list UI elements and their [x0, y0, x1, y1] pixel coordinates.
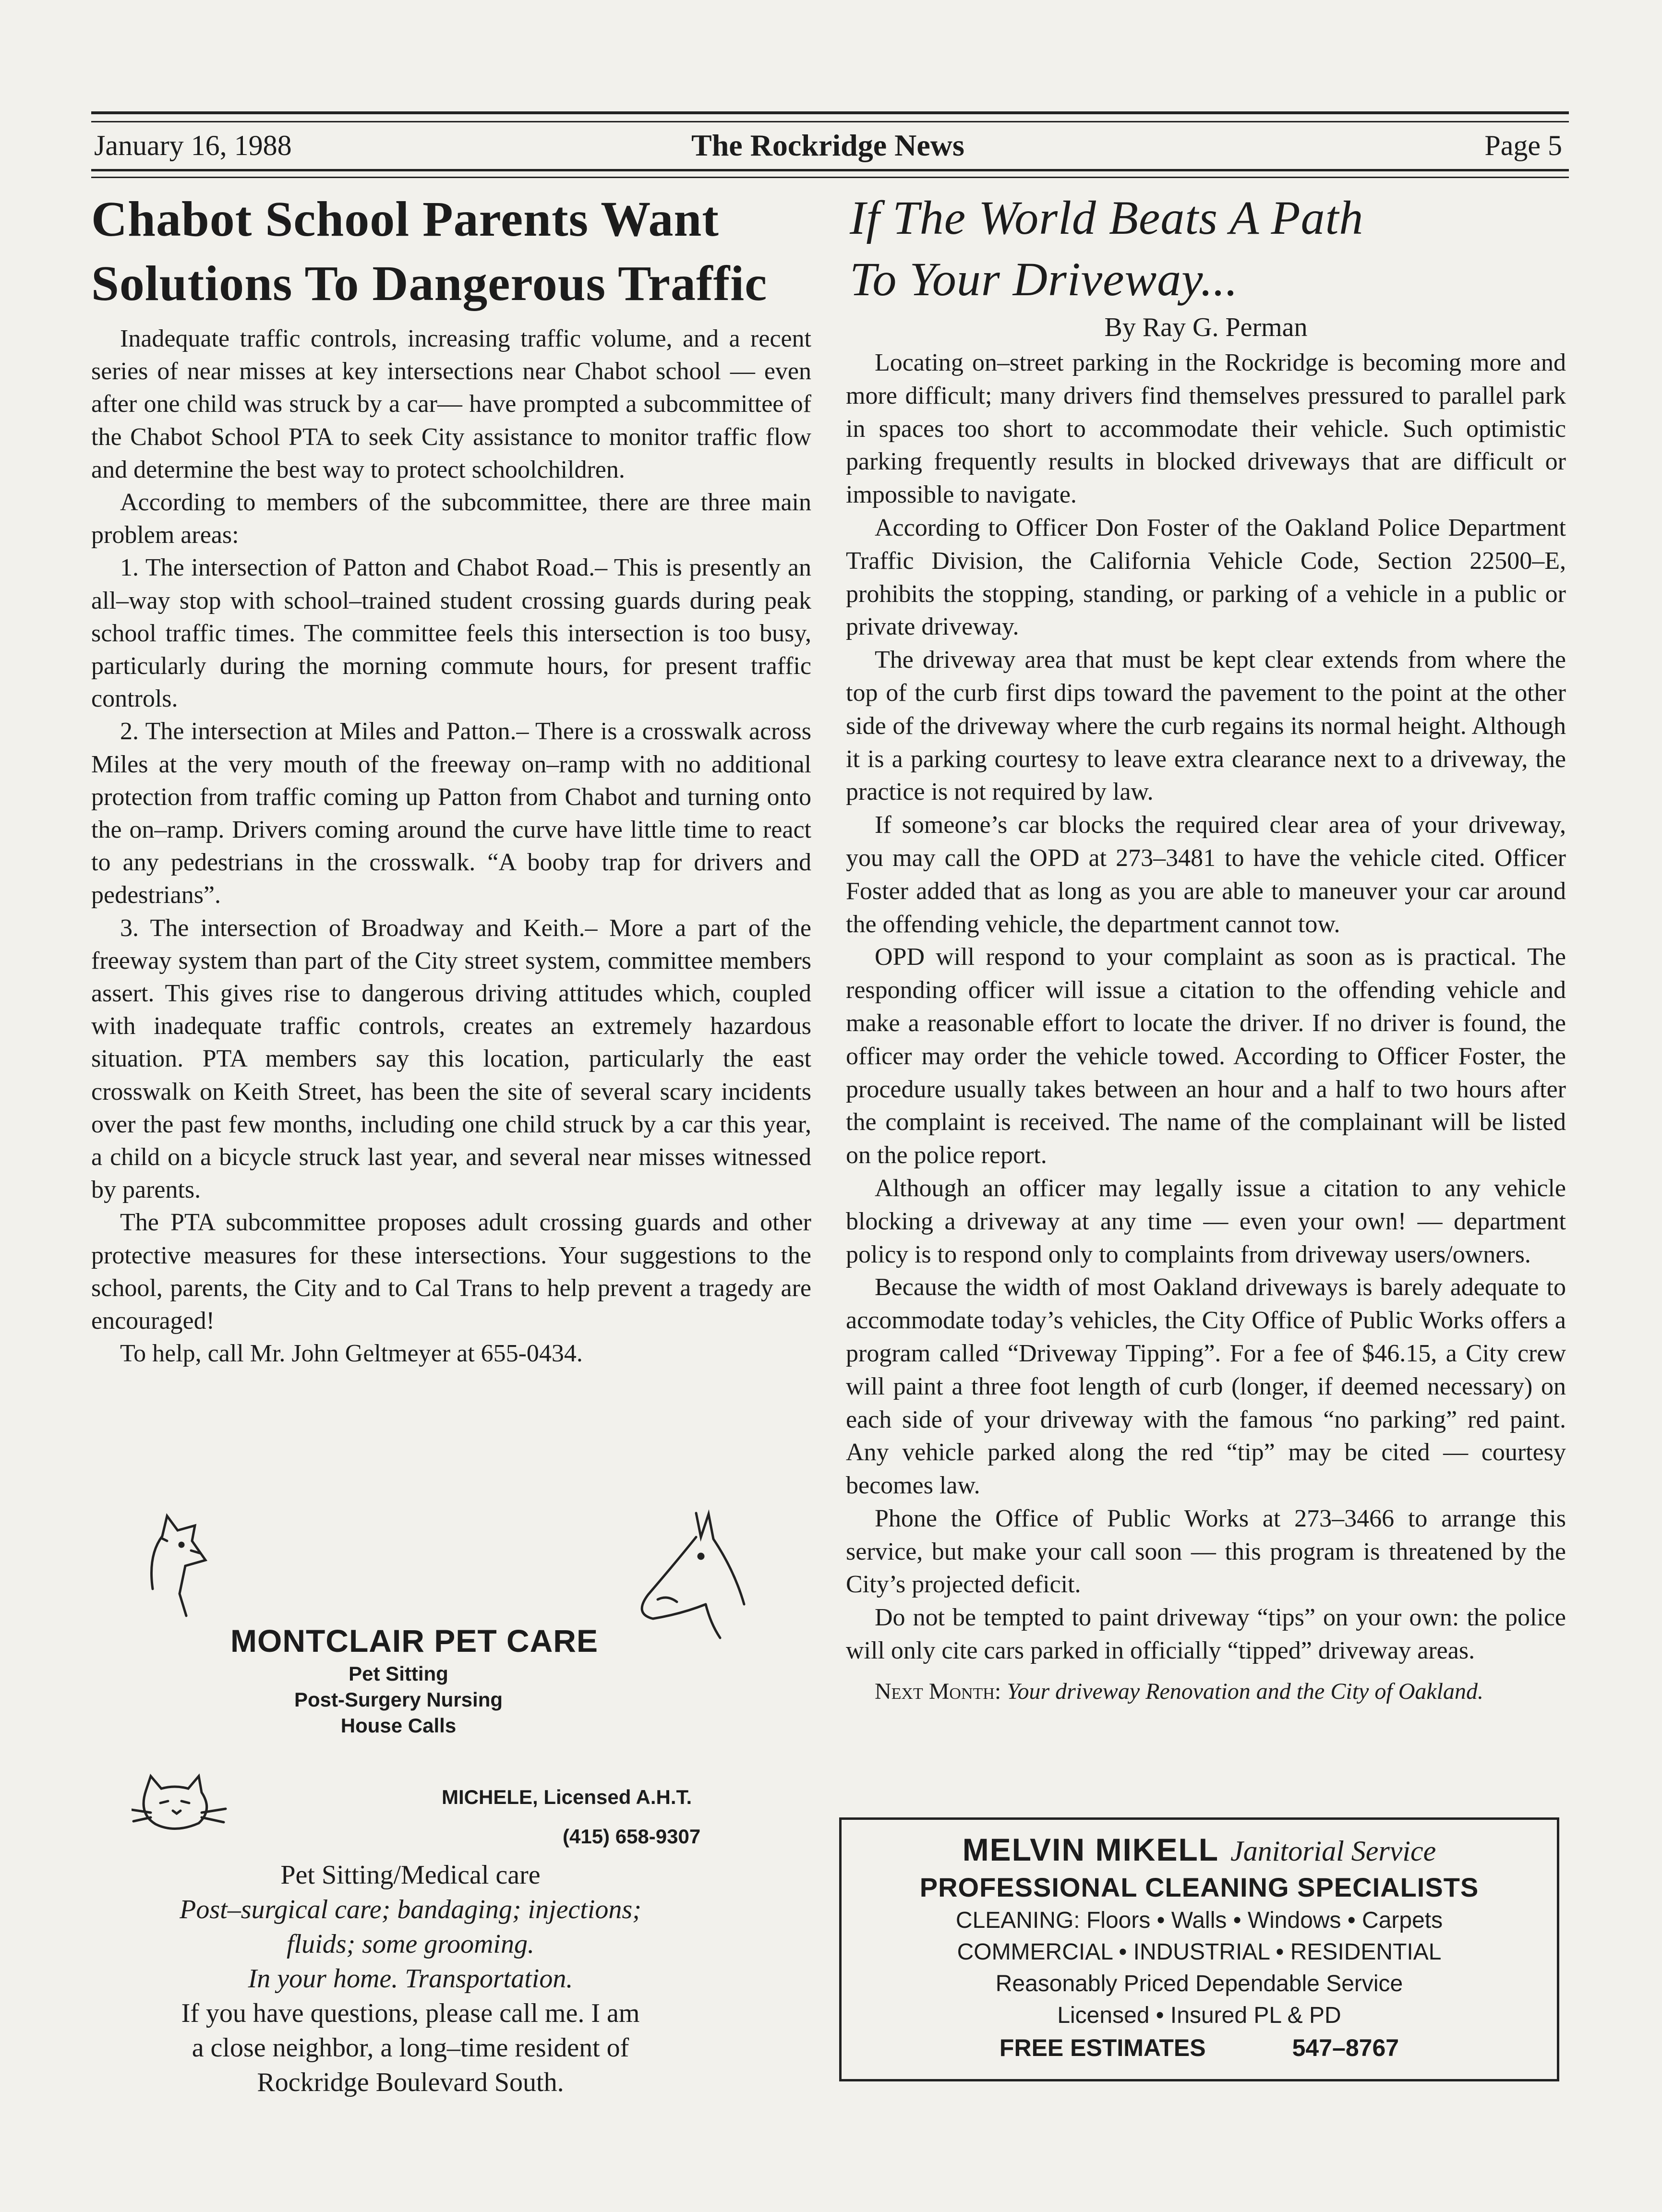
chabot-paragraph: The PTA subcommittee proposes adult crossing guards and other protective measures for these intersections. Your suggestions to the school, parents, the City and to Cal Trans to help prevent a tragedy are encouraged!: [91, 1209, 811, 1335]
pet-care-ad: [91, 1498, 811, 2112]
janitor-cleaning: CLEANING: Floors • Walls • Windows • Carpets: [955, 1908, 1443, 1933]
pet-ad-line: fluids; some grooming.: [287, 1929, 534, 1959]
byline: By Ray G. Perman: [1104, 313, 1308, 342]
cat-icon: [133, 1507, 225, 1618]
pet-service: House Calls: [340, 1714, 457, 1737]
janitor-tagline: Janitorial Service: [1230, 1835, 1436, 1867]
janitor-estimates: FREE ESTIMATES: [999, 2034, 1206, 2061]
header-rule-top: [91, 111, 1569, 114]
issue-date: January 16, 1988: [94, 130, 292, 161]
pet-ad-line: Pet Sitting/Medical care: [280, 1860, 541, 1890]
janitor-specialists: PROFESSIONAL CLEANING SPECIALISTS: [919, 1872, 1479, 1902]
chabot-paragraph: Inadequate traffic controls, increasing traffic volume, and a recent series of near misses at key intersections near Chabot school — even after one child was struck by a car— have prompted a subcommittee of the Chabot School PTA to seek City assistance to monitor traffic flow and determine the best way to protect schoolchildren.: [91, 325, 811, 483]
driveway-headline-line1: If The World Beats A Path: [850, 191, 1364, 244]
pet-ad-line: Rockridge Boulevard South.: [257, 2068, 564, 2097]
horse-icon: [624, 1503, 749, 1643]
pet-contact-name: MICHELE, Licensed A.H.T.: [442, 1786, 692, 1808]
header-rule-top-thin: [91, 121, 1569, 122]
pet-service: Post-Surgery Nursing: [294, 1688, 503, 1711]
pet-contact-phone: (415) 658-9307: [563, 1825, 701, 1848]
chabot-paragraph: 3. The intersection of Broadway and Keith.– More a part of the freeway system than part of the City street system, committee members assert. This gives rise to dangerous driving attitudes which, coupled with inadequate traffic controls, creates an extremely hazardous situation. PTA members say this location, particularly the east crosswalk on Keith Street, has been the site of several scary incidents over the past few months, including one child struck by a car this year, a child on a bicycle struck last year, and several near misses witnessed by parents.: [91, 914, 811, 1204]
chabot-headline-line1: Chabot School Parents Want: [91, 192, 719, 247]
driveway-headline: [850, 187, 1566, 310]
chabot-article: [91, 187, 811, 1370]
driveway-paragraph: According to Officer Don Foster of the Oakland Police Department Traffic Division, the California Vehicle Code, Section 22500–E, prohibits the stopping, standing, or parking of a vehicle in a public or private driveway.: [846, 514, 1566, 641]
janitor-estimates-line: [842, 2032, 1557, 2064]
header-rule-bottom-thin: [91, 177, 1569, 178]
newspaper-title: The Rockridge News: [691, 128, 964, 162]
janitor-title: [842, 1830, 1557, 1870]
next-month-label: Next Month:: [875, 1678, 1001, 1704]
driveway-paragraph: Locating on–street parking in the Rockridge is becoming more and more difficult; many drivers find themselves pressured to parallel park in spaces too short to accommodate their vehicle. Such optimistic parking frequently results in blocked driveways that are difficult or impossible to navigate.: [846, 349, 1566, 509]
driveway-paragraph: If someone’s car blocks the required clear area of your driveway, you may call the OPD at 273–3481 to have the vehicle cited. Officer Foster added that as long as you are able to maneuver your car around the offending vehicle, the department cannot tow.: [846, 811, 1566, 938]
pet-service: Pet Sitting: [349, 1662, 448, 1685]
pet-ad-line: If you have questions, please call me. I am: [181, 1998, 640, 2028]
janitor-phone: 547–8767: [1292, 2034, 1399, 2061]
driveway-paragraph: Although an officer may legally issue a citation to any vehicle blocking a driveway at any time — even your own! — department policy is to respond only to complaints from driveway users/owners.: [846, 1174, 1566, 1268]
pet-ad-line: Post–surgical care; bandaging; injections;: [180, 1895, 641, 1924]
janitorial-ad: [839, 1817, 1559, 2081]
driveway-article: [846, 187, 1566, 1709]
chabot-paragraph: 1. The intersection of Patton and Chabot Road.– This is presently an all–way stop with school–trained student crossing guards during peak school traffic times. The committee feels this intersection is too busy, particularly during the morning commute hours, for present traffic controls.: [91, 554, 811, 713]
driveway-paragraph: The driveway area that must be kept clear extends from where the top of the curb first dips toward the pavement to the point at the other side of the driveway where the curb regains its normal height. Although it is a parking courtesy to leave extra clearance next to a driveway, the practice is not required by law.: [846, 646, 1566, 806]
chabot-paragraph: 2. The intersection at Miles and Patton.– There is a crosswalk across Miles at the very mouth of the freeway on–ramp with no additional protection from traffic coming up Patton from Chabot and turning onto the on–ramp. Drivers coming around the curve have little time to react to any pedestrians in the crosswalk. “A booby trap for drivers and pedestrians”.: [91, 718, 811, 909]
pet-ad-line: In your home. Transportation.: [248, 1964, 573, 1994]
chabot-paragraph: To help, call Mr. John Geltmeyer at 655-0434.: [120, 1340, 583, 1368]
driveway-paragraph: Do not be tempted to paint driveway “tips” on your own: the police will only cite cars parked in officially “tipped” driveway areas.: [846, 1604, 1566, 1665]
driveway-paragraph: Phone the Office of Public Works at 273–3466 to arrange this service, but make your call soon — this program is threatened by the City’s projected deficit.: [846, 1504, 1566, 1599]
driveway-headline-line2: To Your Driveway...: [850, 252, 1239, 306]
janitor-pricing: Reasonably Priced Dependable Service: [995, 1971, 1403, 1996]
pet-care-name: MONTCLAIR PET CARE: [230, 1623, 598, 1659]
header-rule-bottom: [91, 169, 1569, 171]
cat-face-icon: [132, 1771, 228, 1839]
driveway-paragraph: Because the width of most Oakland driveways is barely adequate to accommodate today’s vehicles, the City Office of Public Works offers a program called “Driveway Tipping”. For a fee of $46.15, a City crew will paint a three foot length of curb (longer, if deemed necessary) on each side of your driveway with the famous “no parking” red paint. Any vehicle parked along the red “tip” may be cited — courtesy becomes law.: [846, 1274, 1566, 1500]
janitor-sectors: COMMERCIAL • INDUSTRIAL • RESIDENTIAL: [957, 1939, 1442, 1965]
next-month-teaser: [875, 1674, 1566, 1709]
chabot-headline: [91, 187, 811, 316]
janitor-licensed: Licensed • Insured PL & PD: [1057, 2003, 1341, 2028]
chabot-paragraph: According to members of the subcommittee, there are three main problem areas:: [91, 489, 811, 549]
pet-ad-line: a close neighbor, a long–time resident of: [192, 2033, 629, 2063]
driveway-paragraph: OPD will respond to your complaint as soon as is practical. The responding officer will issue a citation to the offending vehicle and make a reasonable effort to locate the driver. If no driver is found, the officer may order the vehicle towed. According to Officer Foster, the procedure usually takes between an hour and a half to two hours after the complaint is received. The name of the complainant will be listed on the police report.: [846, 943, 1566, 1169]
page-number: Page 5: [1484, 130, 1562, 161]
chabot-headline-line2: Solutions To Dangerous Traffic: [91, 256, 768, 311]
next-month-text: Your driveway Renovation and the City of Oakland.: [1007, 1678, 1483, 1704]
janitor-name: MELVIN MIKELL: [962, 1832, 1219, 1867]
